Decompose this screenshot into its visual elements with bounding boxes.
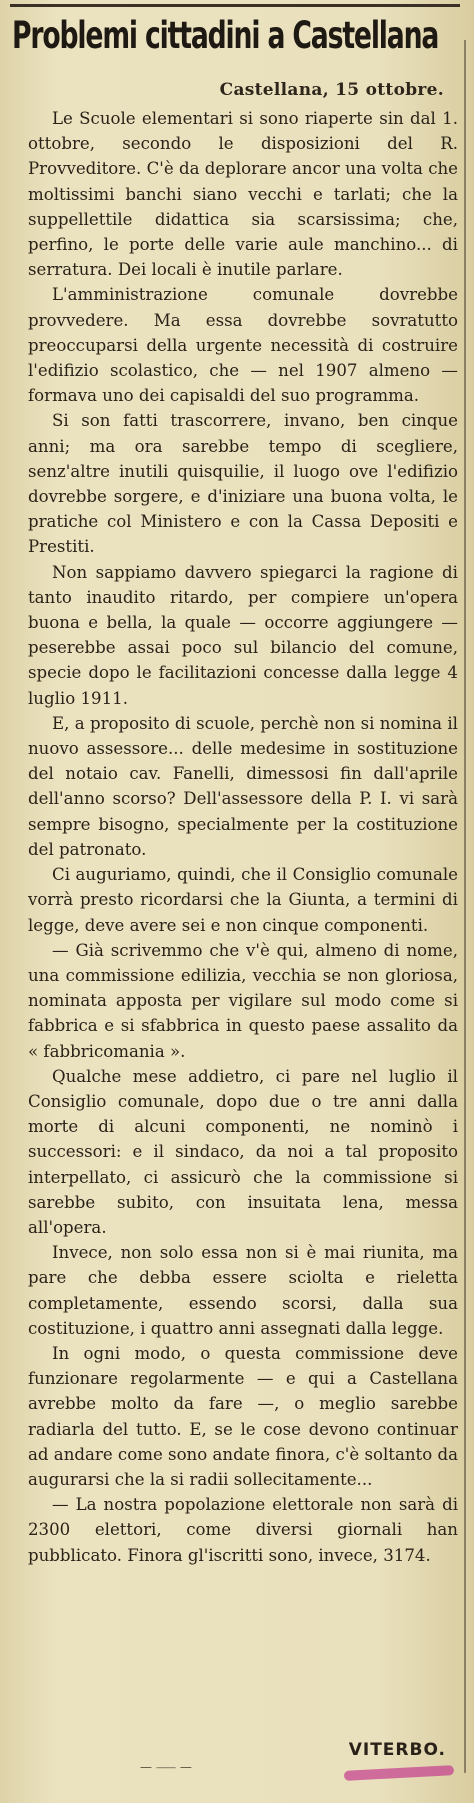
paragraph: — La nostra popolazione elettorale non sarà di 2300 elettori, come diversi giornali han pubblicato. Finora gl'iscritti sono, invece, 3174. xyxy=(28,1495,458,1565)
signature: VITERBO. xyxy=(348,1740,446,1760)
footer-dash: — ⸺ — xyxy=(140,1760,192,1774)
paragraph: Le Scuole elementari si sono riaperte sin dal 1. ottobre, secondo le disposizioni del R. Provveditore. C'è da deplorare ancor una volta che moltissimi banchi siano vecchi e tarlati; che la suppellettile didattica sia scarsissima; che, perfino, le porte delle varie aule manchino... di serratura. Dei locali è inutile parlare. xyxy=(28,109,458,280)
column-rule xyxy=(464,40,466,1773)
paragraph: In ogni modo, o questa commissione deve funzionare regolarmente — e qui a Castellana avrebbe molto da fare —, o meglio sarebbe radiarla del tutto. E, se le cose devono continuar ad andare come sono andate finora, c'è soltanto da augurarsi che la si radii sollecitamente... xyxy=(28,1343,458,1489)
highlight-mark xyxy=(344,1765,454,1781)
paragraph: Ci auguriamo, quindi, che il Consiglio comunale vorrà presto ricordarsi che la Giunta, a termini di legge, deve avere sei e non cinque componenti. xyxy=(28,865,458,935)
paragraph: E, a proposito di scuole, perchè non si nomina il nuovo assessore... delle medesime in sostituzione del notaio cav. Fanelli, dimessosi fin dall'aprile dell'anno scorso? Dell'assessore della P. I. vi sarà sempre bisogno, specialmente per la costituzione del patronato. xyxy=(28,713,458,859)
dateline: Castellana, 15 ottobre. xyxy=(219,80,444,100)
paragraph: Invece, non solo essa non si è mai riunita, ma pare che debba essere sciolta e rieletta completamente, essendo scorsi, dalla sua costituzione, i quattro anni assegnati dalla legge. xyxy=(28,1243,458,1338)
paragraph: — Già scrivemmo che v'è qui, almeno di nome, una commissione edilizia, vecchia se non gloriosa, nominata apposta per vigilare sul modo come si fabbrica e si sfabbrica in questo paese assalito da « fabbricomania ». xyxy=(28,940,458,1061)
article-body xyxy=(28,106,458,1568)
top-rule xyxy=(10,4,460,7)
paragraph: Qualche mese addietro, ci pare nel luglio il Consiglio comunale, dopo due o tre anni dalla morte di alcuni componenti, ne nominò i successori: e il sindaco, da noi a tal proposito interpellato, ci assicurò che la commissione si sarebbe subito, con insuitata lena, messa all'opera. xyxy=(28,1066,458,1237)
paragraph: L'amministrazione comunale dovrebbe provvedere. Ma essa dovrebbe sovratutto preoccuparsi della urgente necessità di costruire l'edifizio scolastico, che — nel 1907 almeno — formava uno dei capisaldi del suo programma. xyxy=(28,285,458,406)
headline: Problemi cittadini a Castellana xyxy=(12,14,439,57)
paragraph: Si son fatti trascorrere, invano, ben cinque anni; ma ora sarebbe tempo di scegliere, senz'altre inutili quisquilie, il luogo ove l'edifizio dovrebbe sorgere, e d'iniziare una buona volta, le pratiche col Ministero e con la Cassa Depositi e Prestiti. xyxy=(28,411,458,557)
paragraph: Non sappiamo davvero spiegarci la ragione di tanto inaudito ritardo, per compiere un'opera buona e bella, la quale — occorre aggiungere — peserebbe assai poco sul bilancio del comune, specie dopo le facilitazioni concesse dalla legge 4 luglio 1911. xyxy=(28,562,458,708)
